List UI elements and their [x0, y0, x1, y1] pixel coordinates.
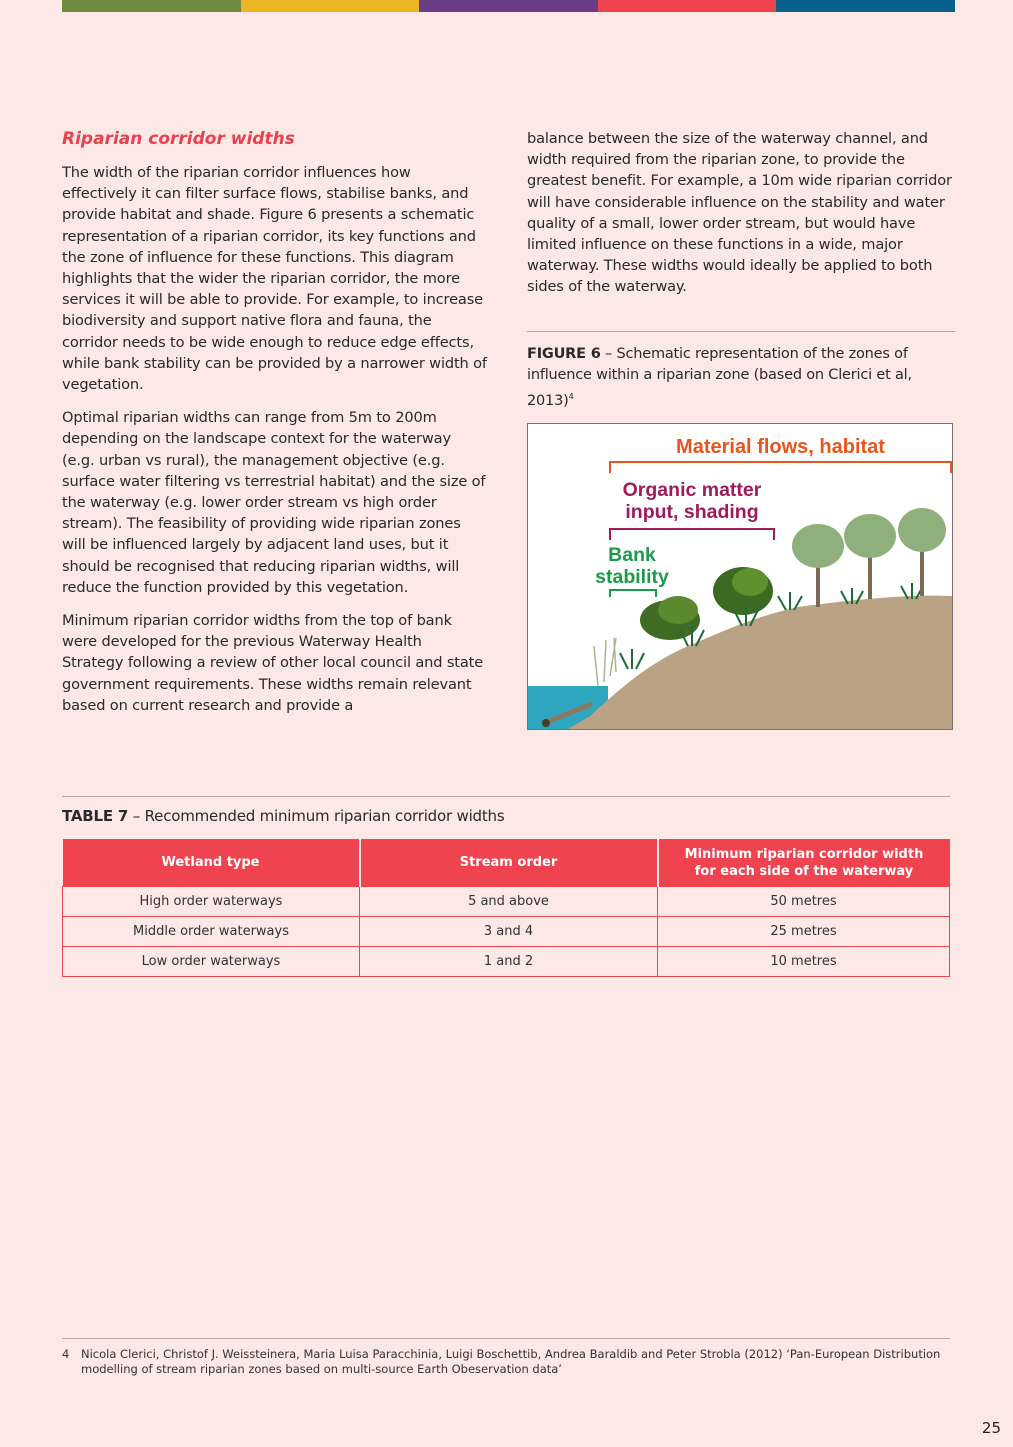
cell-stream-order: 5 and above: [360, 887, 658, 917]
figure-caption: [527, 344, 955, 412]
cell-wetland-type: Low order waterways: [63, 947, 360, 977]
table-caption: [62, 807, 950, 825]
riparian-widths-table: [62, 839, 950, 977]
rock: [542, 719, 550, 727]
table-caption-text: – Recommended minimum riparian corridor widths: [128, 807, 505, 825]
left-column: [62, 128, 487, 728]
header-min-width: Minimum riparian corridor width for each side of the waterway: [658, 839, 950, 887]
table-section: [62, 796, 950, 977]
reeds: [594, 638, 616, 686]
table-label: TABLE 7: [62, 807, 129, 825]
paragraph-1: The width of the riparian corridor influences how effectively it can filter surface flows, stabilise banks, and provide habitat and shade. Figure 6 presents a schematic representation of a riparian corridor, its key functions and the zone of influence for these functions. This diagram highlights that the wider the riparian corridor, the more services it will be able to provide. For example, to increase biodiversity and support native flora and fauna, the corridor needs to be wide enough to reduce edge effects, while bank stability can be provided by a narrower width of vegetation.: [62, 164, 487, 394]
color-band-blue: [776, 0, 955, 12]
color-band-purple: [419, 0, 598, 12]
header-stream-order: Stream order: [360, 839, 658, 887]
organic-bracket: [610, 529, 774, 540]
color-band-red: [598, 0, 777, 12]
figure-caption-text: – Schematic representation of the zones of influence within a riparian zone (based on Clerici et al, 2013): [527, 345, 912, 409]
label-bank-line2: stability: [595, 566, 669, 589]
label-material-flows: Material flows, habitat: [676, 436, 885, 459]
cell-stream-order: 3 and 4: [360, 917, 658, 947]
label-bank-stability: [584, 544, 680, 588]
cell-min-width: 50 metres: [658, 887, 950, 917]
table-header-row: [63, 839, 950, 887]
footnote: [62, 1347, 950, 1377]
cell-min-width: 25 metres: [658, 917, 950, 947]
cell-wetland-type: High order waterways: [63, 887, 360, 917]
paragraph-2: Optimal riparian widths can range from 5m to 200m depending on the landscape context for the waterway (e.g. urban vs rural), the management objective (e.g. surface water filtering vs terrestrial habitat) and the size of the waterway (e.g. lower order stream vs high order stream). The feasibility of providing wide riparian zones will be influenced largely by adjacent land uses, but it should be recognised that reducing riparian widths, will reduce the function provided by this vegetation.: [62, 409, 486, 596]
figure-footnote-ref: 4: [568, 391, 574, 401]
footnote-text: Nicola Clerici, Christof J. Weissteinera, Maria Luisa Paracchinia, Luigi Boschettib, Andrea Baraldib and Peter Strobla (2012) ‘Pan-European Distribution modelling of stream riparian zones based on multi-source Earth Obeservation data’: [81, 1347, 941, 1376]
table-row: [63, 947, 950, 977]
cell-wetland-type: Middle order waterways: [63, 917, 360, 947]
material-bracket: [610, 462, 951, 473]
shrub: [732, 568, 768, 596]
header-wetland-type: Wetland type: [63, 839, 360, 887]
page-number: 25: [981, 1419, 1001, 1437]
color-band-yellow: [241, 0, 420, 12]
label-organic-line2: input, shading: [625, 501, 759, 524]
table-row: [63, 917, 950, 947]
riparian-zone-diagram: [527, 423, 953, 730]
bank-bracket: [610, 590, 656, 597]
top-color-bar: [62, 0, 955, 12]
section-heading: Riparian corridor widths: [62, 129, 295, 149]
cell-min-width: 10 metres: [658, 947, 950, 977]
label-bank-line1: Bank: [608, 544, 656, 567]
color-band-green: [62, 0, 241, 12]
figure-label: FIGURE 6: [527, 345, 601, 362]
shrub: [658, 596, 698, 624]
label-organic-matter: [598, 479, 786, 523]
label-organic-line1: Organic matter: [622, 479, 762, 502]
footnote-rule: [62, 1338, 950, 1339]
paragraph-continued: balance between the size of the waterway channel, and width required from the riparian zone, to provide the greatest benefit. For example, a 10m wide riparian corridor will have considerable influence on the stability and water quality of a small, lower order stream, but would have limited influence on these functions in a wide, major waterway. These widths would ideally be applied to both sides of the waterway.: [527, 130, 952, 296]
right-column: [527, 128, 955, 730]
cell-stream-order: 1 and 2: [360, 947, 658, 977]
paragraph-3: Minimum riparian corridor widths from the top of bank were developed for the previous Waterway Health Strategy following a review of other local council and state government requirements. These widths remain relevant based on current research and provide a: [62, 612, 484, 714]
figure-top-rule: [527, 331, 955, 332]
table-row: [63, 887, 950, 917]
table-top-rule: [62, 796, 950, 797]
footnote-number: 4: [62, 1347, 70, 1361]
trees: [792, 508, 946, 607]
